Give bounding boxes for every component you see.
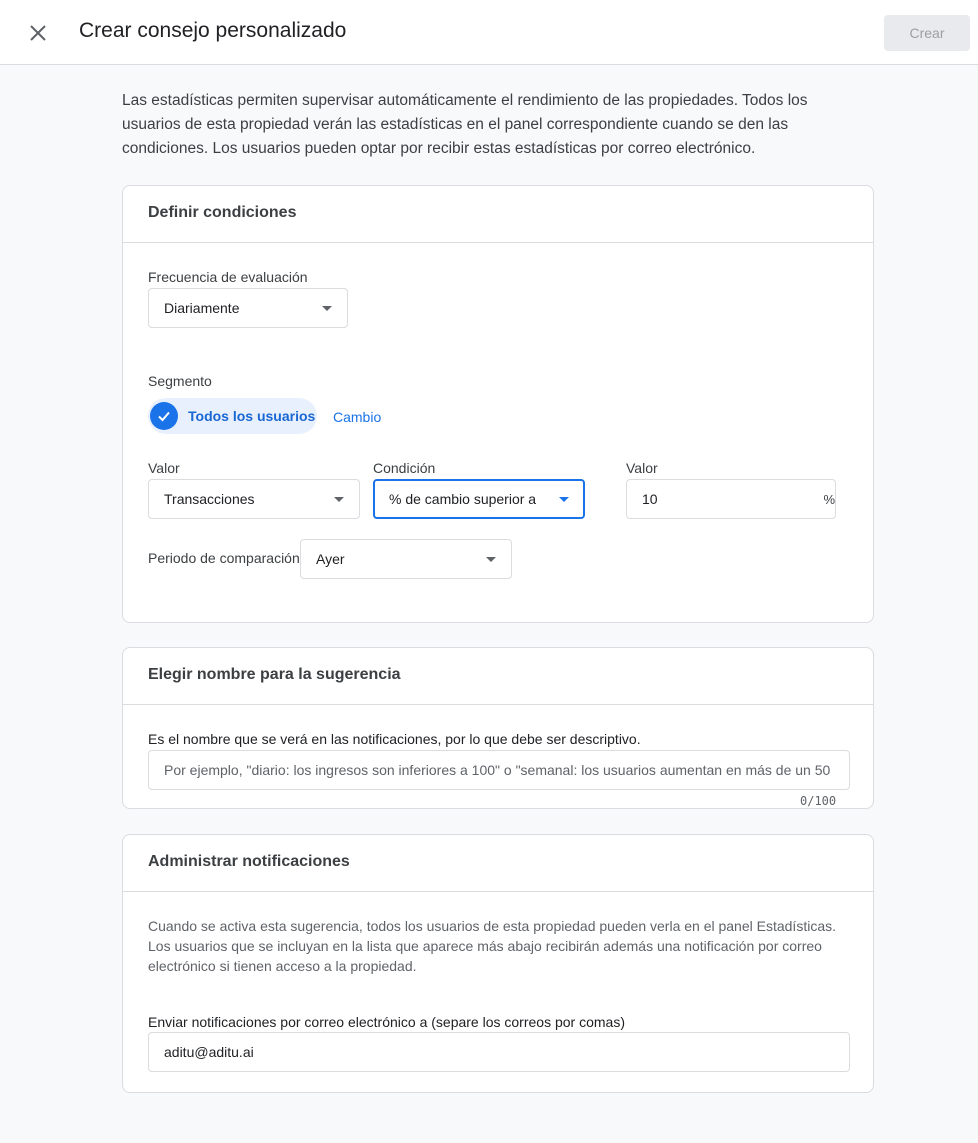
condition-label: Condición [373, 460, 436, 476]
segment-value: Todos los usuarios [188, 408, 316, 424]
name-placeholder: Por ejemplo, "diario: los ingresos son inferiores a 100" o "semanal: los usuarios aumentan en más de un 50 [164, 762, 831, 778]
notifications-card [122, 834, 874, 1093]
frequency-value: Diariamente [164, 300, 240, 316]
frequency-label: Frecuencia de evaluación [148, 269, 308, 285]
metric-label: Valor [148, 460, 180, 476]
dropdown-arrow-icon [559, 497, 569, 502]
period-label: Periodo de comparación [148, 550, 300, 566]
name-description: Es el nombre que se verá en las notificaciones, por lo que debe ser descriptivo. [148, 731, 641, 747]
segment-chip[interactable] [148, 398, 317, 434]
notifications-title: Administrar notificaciones [148, 853, 350, 870]
char-counter: 0/100 [800, 794, 837, 808]
threshold-input[interactable] [626, 479, 836, 519]
metric-select[interactable] [148, 479, 360, 519]
name-card [122, 647, 874, 809]
divider [123, 704, 873, 705]
segment-label: Segmento [148, 373, 212, 389]
email-input[interactable] [148, 1032, 850, 1072]
email-value: aditu@aditu.ai [164, 1044, 254, 1060]
dropdown-arrow-icon [322, 306, 332, 311]
check-icon [150, 402, 178, 430]
notifications-description: Cuando se activa esta sugerencia, todos los usuarios de esta propiedad pueden verla en el panel Estadísticas. Los usuarios que se incluyan en la lista que aparece más abajo recibirán además una notificación por correo electrónico si tienen acceso a la propiedad. [148, 918, 836, 974]
threshold-value: 10 [642, 491, 658, 507]
divider [123, 242, 873, 243]
percent-suffix: % [823, 491, 835, 507]
create-button[interactable]: Crear [884, 15, 970, 51]
metric-value: Transacciones [164, 491, 255, 507]
name-title: Elegir nombre para la sugerencia [148, 666, 401, 683]
page-title: Crear consejo personalizado [79, 19, 347, 42]
name-input[interactable] [148, 750, 850, 790]
close-icon [30, 25, 46, 41]
segment-change-link[interactable]: Cambio [333, 409, 382, 425]
dropdown-arrow-icon [334, 497, 344, 502]
top-app-bar [0, 0, 978, 65]
period-value: Ayer [316, 551, 345, 567]
conditions-title: Definir condiciones [148, 204, 297, 221]
dropdown-arrow-icon [486, 557, 496, 562]
frequency-select[interactable] [148, 288, 348, 328]
condition-value: % de cambio superior a [389, 491, 537, 507]
threshold-label: Valor [626, 460, 658, 476]
intro-text: Las estadísticas permiten supervisar automáticamente el rendimiento de las propiedades. Todos los usuarios de esta propiedad verán las estadísticas en el panel correspondiente cuando se den las condiciones. Los usuarios pueden optar por recibir estas estadísticas por correo electrónico. [122, 92, 808, 157]
conditions-card [122, 185, 874, 623]
period-select[interactable] [300, 539, 512, 579]
divider [123, 891, 873, 892]
close-button[interactable] [22, 17, 54, 49]
email-label: Enviar notificaciones por correo electrónico a (separe los correos por comas) [148, 1014, 625, 1030]
condition-select[interactable] [373, 479, 585, 519]
